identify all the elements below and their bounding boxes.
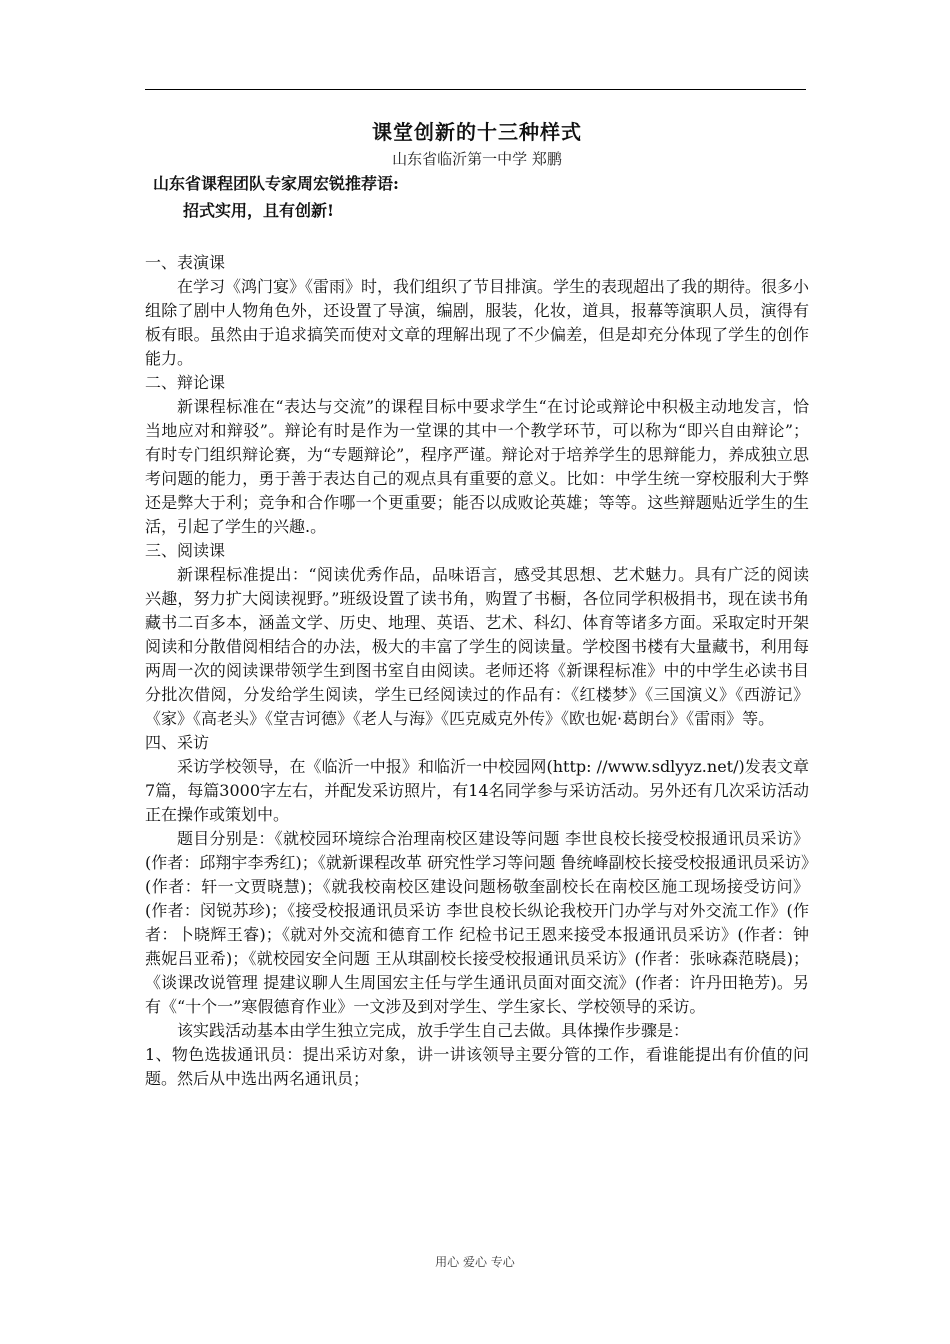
author-line: 山东省临沂第一中学 郑鹏 [392,150,562,168]
paragraph: 题目分别是：《就校园环境综合治理南校区建设等问题 李世良校长接受校报通讯员采访》(作者：邱翔宇李秀红)；《就新课程改革 研究性学习等问题 鲁统峰副校长接受校报通讯员采访》(作者：轩一文贾晓慧)；《就我校南校区建设问题杨敬奎副校长在南校区施工现场接受访问》(作者：闵锐苏珍)；《接受校报通讯员采访 李世良校长纵论我校开门办学与对外交流工作》(作者：卜晓辉王睿)；《就对外交流和德育工作 纪检书记王恩来接受本报通讯员采访》(作者：钟燕妮吕亚希)；《就校园安全问题 王从琪副校长接受校报通讯员采访》(作者：张咏森范晓晨)；《谈课改说管理 提建议聊人生周国宏主任与学生通讯员面对面交流》(作者：许丹田艳芳)。另有《“十个一”寒假德育作业》一文涉及到对学生、学生家长、学校领导的采访。 [145,829,809,1016]
spacer [145,224,809,251]
section-heading: 一、表演课 [145,253,226,272]
page-footer: 用心 爱心 专心 [435,1255,515,1269]
header-rule [145,89,806,90]
section-heading: 四、采访 [145,733,210,752]
paragraph: 新课程标准提出：“阅读优秀作品，品味语言，感受其思想、艺术魅力。具有广泛的阅读兴趣，努力扩大阅读视野。”班级设置了读书角，购置了书橱，各位同学积极捐书，现在读书角藏书二百多本，涵盖文学、历史、地理、英语、艺术、科幻、体育等诸多方面。采取定时开架阅读和分散借阅相结合的办法，极大的丰富了学生的阅读量。学校图书楼有大量藏书，利用每两周一次的阅读课带领学生到图书室自由阅读。老师还将《新课程标准》中的中学生必读书目分批次借阅，分发给学生阅读，学生已经阅读过的作品有：《红楼梦》《三国演义》《西游记》《家》《高老头》《堂吉诃德》《老人与海》《匹克威克外传》《欧也妮·葛朗台》《雷雨》等。 [145,565,809,728]
paragraph: 采访学校领导，在《临沂一中报》和临沂一中校园网(http: //www.sdlyyz.net/)发表文章7篇，每篇3000字左右，并配发采访照片，有14名同学参与采访活动。另外还有几次采访活动正在操作或策划中。 [145,757,809,824]
paragraph-step: 1、物色选拔通讯员：提出采访对象，讲一讲该领导主要分管的工作，看谁能提出有价值的问题。然后从中选出两名通讯员； [145,1045,809,1088]
recommend-label: 山东省课程团队专家周宏锐推荐语: [153,174,399,193]
paragraph: 在学习《鸿门宴》《雷雨》时，我们组织了节目排演。学生的表现超出了我的期待。很多小组除了剧中人物角色外，还设置了导演，编剧，服装，化妆，道具，报幕等演职人员，演得有板有眼。虽然由于追求搞笑而使对文章的理解出现了不少偏差，但是却充分体现了学生的创作能力。 [145,277,810,368]
section-heading: 二、辩论课 [145,373,226,392]
paragraph: 该实践活动基本由学生独立完成，放手学生自己去做。具体操作步骤是： [177,1021,690,1040]
paragraph: 新课程标准在“表达与交流”的课程目标中要求学生“在讨论或辩论中积极主动地发言，恰当地应对和辩驳”。辩论有时是作为一堂课的其中一个教学环节，可以称为“即兴自由辩论”；有时专门组织辩论赛，为“专题辩论”，程序严谨。辩论对于培养学生的思辩能力，养成独立思考问题的能力，勇于善于表达自己的观点具有重要的意义。比如：中学生统一穿校服利大于弊还是弊大于利；竞争和合作哪一个更重要；能否以成败论英雄；等等。这些辩题贴近学生的生活，引起了学生的兴趣.。 [145,397,809,536]
section-heading: 三、阅读课 [145,541,226,560]
document-title: 课堂创新的十三种样式 [372,120,582,144]
recommend-text: 招式实用，且有创新! [183,201,335,220]
document-body [145,116,809,1091]
